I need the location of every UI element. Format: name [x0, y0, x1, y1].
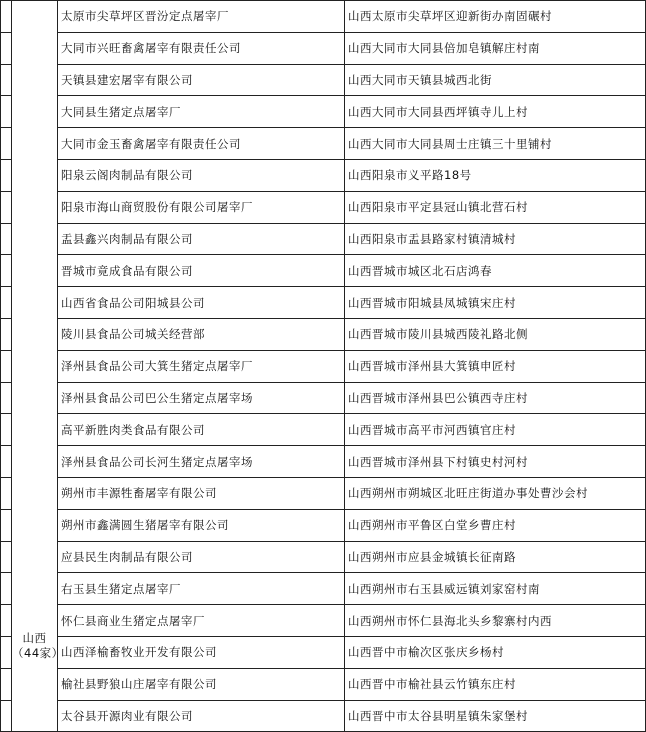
index-cell	[1, 541, 12, 573]
province-name: 山西	[22, 631, 47, 646]
index-cell	[1, 223, 12, 255]
index-cell	[1, 350, 12, 382]
table-row	[1, 223, 646, 255]
table-row	[1, 32, 646, 64]
company-name-cell: 太原市尖草坪区晋汾定点屠宰厂	[58, 1, 345, 33]
company-name-cell: 右玉县生猪定点屠宰厂	[58, 573, 345, 605]
index-cell	[1, 32, 12, 64]
index-cell	[1, 287, 12, 319]
index-cell	[1, 446, 12, 478]
table-row	[1, 541, 646, 573]
company-name-cell: 山西泽榆畜牧业开发有限公司	[58, 636, 345, 668]
index-cell	[1, 573, 12, 605]
table-row	[1, 287, 646, 319]
table-row	[1, 414, 646, 446]
address-cell: 山西大同市大同县西坪镇寺儿上村	[345, 96, 646, 128]
company-name-cell: 阳泉云阁肉制品有限公司	[58, 159, 345, 191]
company-name-cell: 大同市金玉畜禽屠宰有限责任公司	[58, 128, 345, 160]
address-cell: 山西朔州市应县金城镇长征南路	[345, 541, 646, 573]
company-name-cell: 朔州市鑫满圆生猪屠宰有限公司	[58, 509, 345, 541]
company-name-cell: 泽州县食品公司长河生猪定点屠宰场	[58, 446, 345, 478]
table-row	[1, 1, 646, 33]
company-name-cell: 高平新胜肉类食品有限公司	[58, 414, 345, 446]
table-row	[1, 700, 646, 732]
address-cell: 山西晋中市太谷县明星镇朱家堡村	[345, 700, 646, 732]
index-cell	[1, 414, 12, 446]
index-cell	[1, 128, 12, 160]
index-cell	[1, 382, 12, 414]
company-name-cell: 盂县鑫兴肉制品有限公司	[58, 223, 345, 255]
index-cell	[1, 605, 12, 637]
index-cell	[1, 477, 12, 509]
index-cell	[1, 509, 12, 541]
index-cell	[1, 159, 12, 191]
province-count: （44家）	[12, 646, 64, 661]
table-row	[1, 128, 646, 160]
company-name-cell: 朔州市丰源牲畜屠宰有限公司	[58, 477, 345, 509]
company-name-cell: 天镇县建宏屠宰有限公司	[58, 64, 345, 96]
company-name-cell: 阳泉市海山商贸股份有限公司屠宰厂	[58, 191, 345, 223]
table-row	[1, 477, 646, 509]
address-cell: 山西晋城市泽州县下村镇史村河村	[345, 446, 646, 478]
company-name-cell: 大同县生猪定点屠宰厂	[58, 96, 345, 128]
address-cell: 山西大同市大同县周士庄镇三十里铺村	[345, 128, 646, 160]
address-cell: 山西朔州市平鲁区白堂乡曹庄村	[345, 509, 646, 541]
table-row	[1, 446, 646, 478]
company-name-cell: 泽州县食品公司大箕生猪定点屠宰厂	[58, 350, 345, 382]
index-cell	[1, 700, 12, 732]
table-row	[1, 255, 646, 287]
address-cell: 山西朔州市右玉县威远镇刘家窑村南	[345, 573, 646, 605]
table-row	[1, 191, 646, 223]
address-cell: 山西阳泉市盂县路家村镇清城村	[345, 223, 646, 255]
address-cell: 山西晋城市高平市河西镇官庄村	[345, 414, 646, 446]
table-row	[1, 96, 646, 128]
index-cell	[1, 191, 12, 223]
index-cell	[1, 1, 12, 33]
table-row	[1, 636, 646, 668]
address-cell: 山西朔州市朔城区北旺庄街道办事处曹沙会村	[345, 477, 646, 509]
company-name-cell: 晋城市竟成食品有限公司	[58, 255, 345, 287]
table-row	[1, 159, 646, 191]
company-name-cell: 泽州县食品公司巴公生猪定点屠宰场	[58, 382, 345, 414]
company-name-cell: 大同市兴旺畜禽屠宰有限责任公司	[58, 32, 345, 64]
index-cell	[1, 255, 12, 287]
index-cell	[1, 318, 12, 350]
table-row	[1, 318, 646, 350]
address-cell: 山西大同市天镇县城西北街	[345, 64, 646, 96]
address-cell: 山西阳泉市平定县冠山镇北营石村	[345, 191, 646, 223]
address-cell: 山西晋城市泽州县大箕镇申匠村	[345, 350, 646, 382]
index-cell	[1, 636, 12, 668]
company-name-cell: 榆社县野狼山庄屠宰有限公司	[58, 668, 345, 700]
table-row	[1, 350, 646, 382]
table-row	[1, 605, 646, 637]
table-row	[1, 509, 646, 541]
index-cell	[1, 64, 12, 96]
address-cell: 山西大同市大同县倍加皂镇解庄村南	[345, 32, 646, 64]
table-row	[1, 668, 646, 700]
address-cell: 山西晋城市城区北石店鸿春	[345, 255, 646, 287]
table-row	[1, 382, 646, 414]
address-cell: 山西太原市尖草坪区迎新街办南固碾村	[345, 1, 646, 33]
table-row	[1, 573, 646, 605]
company-name-cell: 陵川县食品公司城关经营部	[58, 318, 345, 350]
address-cell: 山西阳泉市义平路18号	[345, 159, 646, 191]
address-cell: 山西晋城市陵川县城西陵礼路北侧	[345, 318, 646, 350]
address-cell: 山西晋城市泽州县巴公镇西寺庄村	[345, 382, 646, 414]
address-cell: 山西晋中市榆社县云竹镇东庄村	[345, 668, 646, 700]
company-name-cell: 应县民生肉制品有限公司	[58, 541, 345, 573]
address-cell: 山西晋中市榆次区张庆乡杨村	[345, 636, 646, 668]
index-cell	[1, 668, 12, 700]
company-name-cell: 太谷县开源肉业有限公司	[58, 700, 345, 732]
province-cell	[12, 1, 64, 732]
company-name-cell: 怀仁县商业生猪定点屠宰厂	[58, 605, 345, 637]
index-cell	[1, 96, 12, 128]
address-cell: 山西朔州市怀仁县海北头乡黎寨村内西	[345, 605, 646, 637]
company-name-cell: 山西省食品公司阳城县公司	[58, 287, 345, 319]
address-cell: 山西晋城市阳城县凤城镇宋庄村	[345, 287, 646, 319]
table-row	[1, 64, 646, 96]
